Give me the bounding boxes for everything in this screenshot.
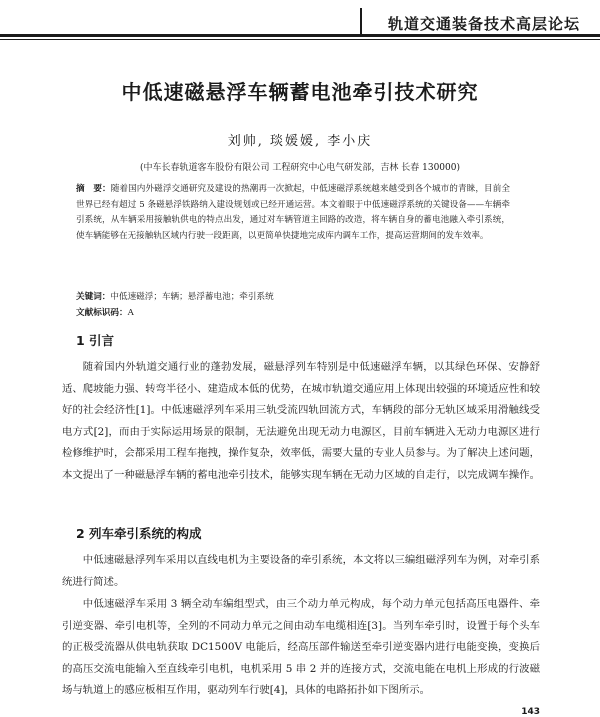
doc-code (76, 306, 510, 318)
abstract-label: 摘 要： (76, 184, 111, 194)
doc-code-value: A (127, 308, 134, 318)
page-number: 143 (521, 707, 540, 717)
paper-authors: 刘帅, 琰媛媛, 李小庆 (227, 134, 373, 149)
section-heading: 1 引言 (76, 333, 115, 348)
body-paragraph: 中低速磁悬浮列车采用以直线电机为主要设备的牵引系统，本文将以三编组磁浮列车为例，对牵引系统进行简述。 (62, 554, 540, 588)
keywords-text: 中低速磁浮；车辆；悬浮蓄电池；牵引系统 (110, 292, 274, 302)
section-heading: 2 列车牵引系统的构成 (76, 526, 202, 541)
body-paragraph: 中低速磁浮车采用 3 辆全动车编组型式，由三个动力单元构成，每个动力单元包括高压电器件、牵引逆变器、牵引电机等，全列的不同动力单元之间由动车电缆相连[3]。当列车牵引时，设置于每个头车的正极受流器从供电轨获取 DC1500V 电能后，经高压部件输送至牵引逆变器内进行电能变换，变换后的高压交流电能输入至直线牵引电机，电机采用 5 串 2 并的连接方式，交流电能在电机上形成的行波磁场与轨道上的感应板相互作用，驱动列车行驶[4]，具体的电路拓扑如下图所示。 (62, 598, 540, 697)
journal-header: 轨道交通装备技术高层论坛 (360, 8, 600, 34)
keywords (76, 290, 510, 302)
keywords-label: 关键词： (76, 292, 111, 302)
header-rule-thin (0, 39, 600, 40)
abstract (76, 182, 510, 244)
abstract-text: 随着国内外磁浮交通研究及建设的热潮再一次掀起，中低速磁浮系统越来越受到各个城市的青睐，目前全世界已经有超过 5 条磁悬浮铁路纳入建设规划或已经开通运营。本文着眼于中低速磁浮系统的关键设备——车辆牵引系统，从车辆采用接触轨供电的特点出发，通过对车辆管道主回路的改造，将车辆自身的蓄电池融入牵引系统，使车辆能够在无接触轨区域内行驶一段距离，以更简单快捷地完成库内调车工作，提高运营期间的发车效率。 (76, 184, 510, 241)
header-rule (0, 34, 600, 37)
doc-code-label: 文献标识码： (76, 308, 128, 318)
body-paragraph: 随着国内外轨道交通行业的蓬勃发展，磁悬浮列车特别是中低速磁浮车辆，以其绿色环保、安静舒适、爬坡能力强、转弯半径小、建造成本低的优势，在城市轨道交通应用上体现出较强的环境适应性和较好的社会经济性[1]。中低速磁浮列车采用三轨受流四轨回流方式，车辆段的部分无轨区域采用滑触线受电方式[2]，而由于实际运用场景的限制，无法避免出现无动力电源区，目前车辆进入无动力电源区进行检修维护时，会都采用工程车拖拽，操作复杂，效率低，需要大量的专业人员参与。为了解决上述问题，本文提出了一种磁悬浮车辆的蓄电池牵引技术，能够实现车辆在无动力区域的自走行，以完成调车操作。 (62, 361, 540, 481)
paper-title: 中低速磁悬浮车辆蓄电池牵引技术研究 (121, 80, 479, 104)
paper-affiliation: (中车长春轨道客车股份有限公司 工程研究中心电气研发部，吉林 长春 130000) (140, 163, 460, 173)
